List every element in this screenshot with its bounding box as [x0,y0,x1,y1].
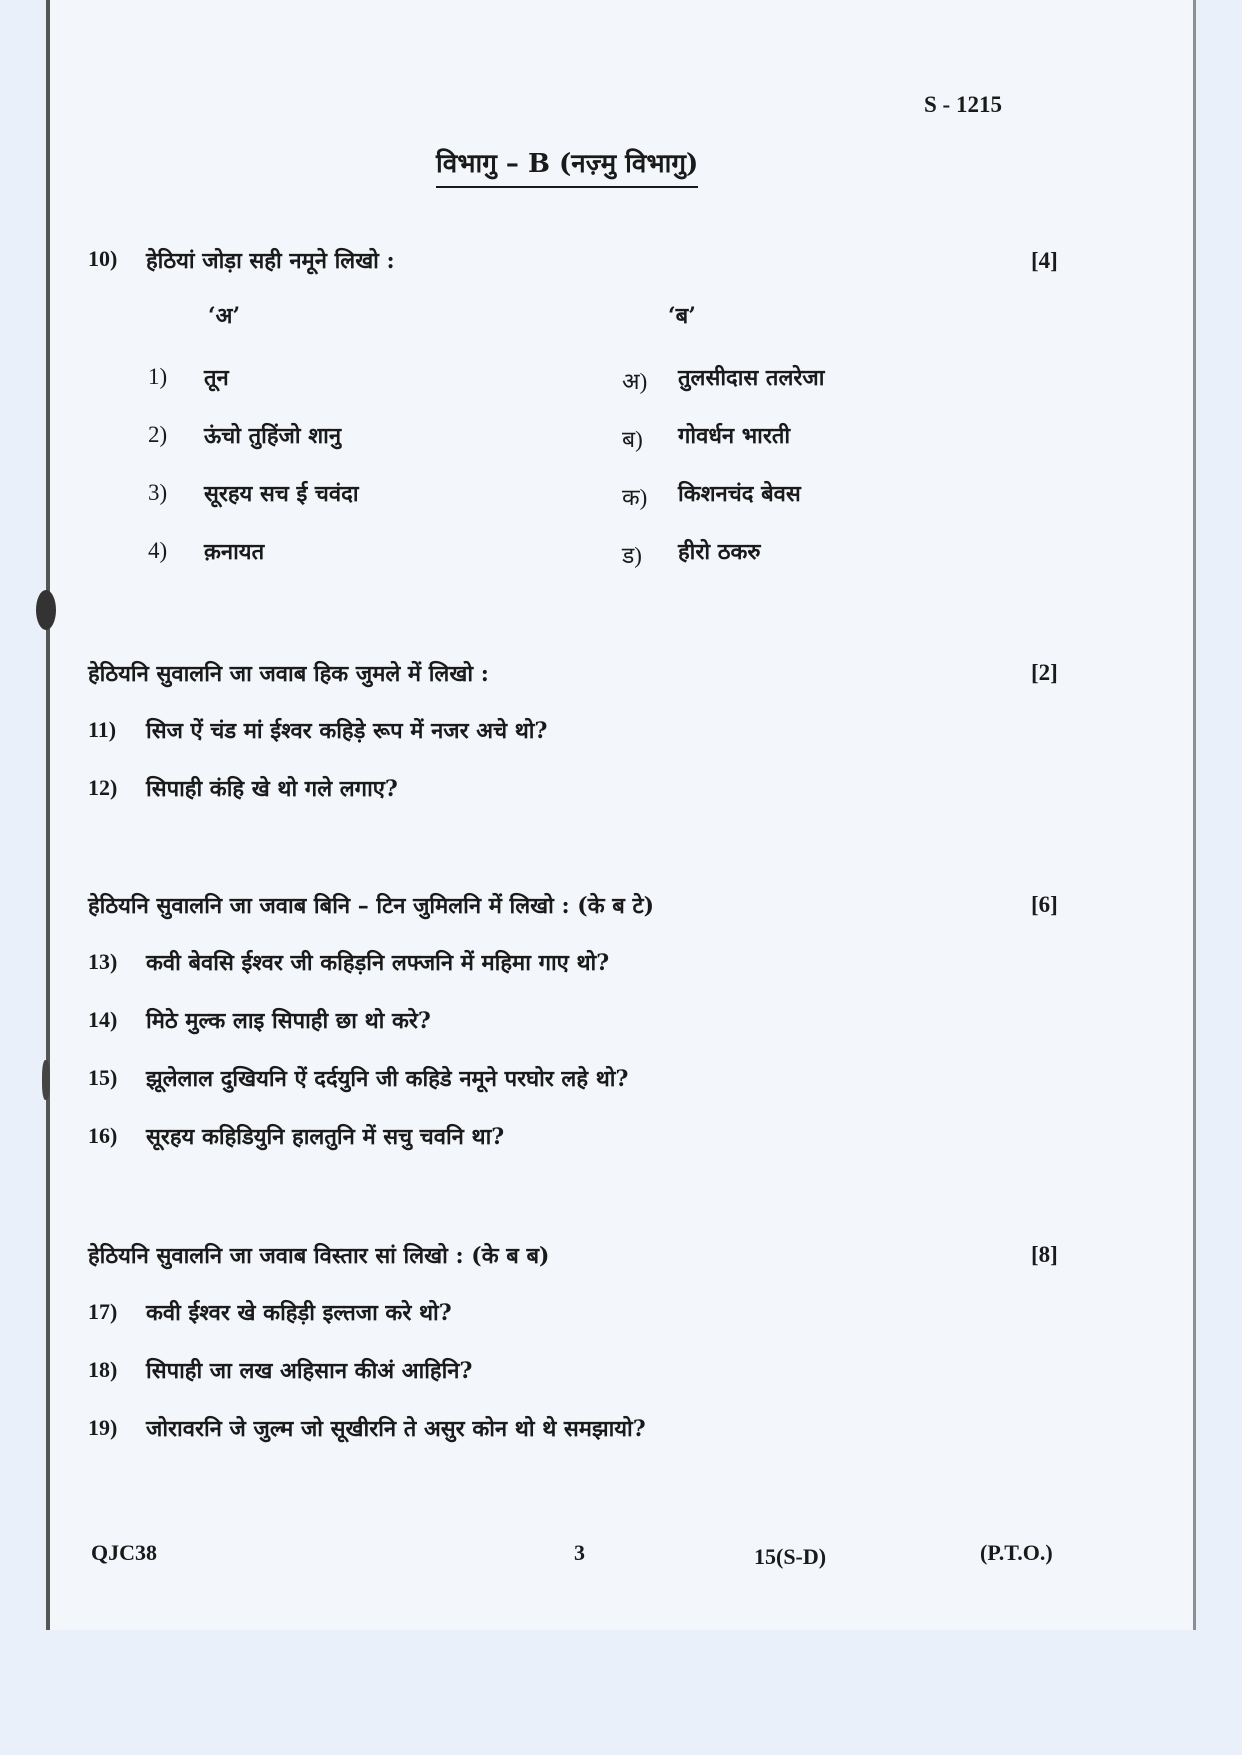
column-a-heading: ‘अ’ [208,303,241,329]
question-number: 19) [88,1415,118,1440]
group1-instruction: हेठियनि सुवालनि जा जवाब हिक जुमले में लिखो : [88,661,489,687]
col-a-item: क़नायत [204,539,265,565]
question-text: जोरावरनि जे जुल्म जो सूखीरनि ते असुर कोन थो थे समझायो? [146,1416,646,1442]
binding-mark [42,1060,50,1100]
col-a-item-num: 2) [148,422,168,447]
question-number: 14) [88,1007,118,1032]
col-b-item-num: अ) [622,369,648,394]
pto-label: (P.T.O.) [980,1540,1053,1565]
question-text: सिपाही कंहि खे थो गले लगाए? [146,776,398,802]
group3-marks: [8] [1031,1242,1058,1267]
question-number: 15) [88,1065,118,1090]
col-b-item: गोवर्धन भारती [678,423,791,449]
binding-hole [36,590,56,630]
exam-page [46,0,1196,1630]
page-number: 3 [574,1540,585,1565]
paper-code: S - 1215 [924,92,1002,117]
q10-number: 10) [88,246,118,271]
q10-marks: [4] [1031,248,1058,273]
group1-marks: [2] [1031,660,1058,685]
column-b-heading: ‘ब’ [668,303,696,329]
question-text: सूरहय कहिडियुनि हालतुनि में सचु चवनि था? [146,1124,505,1150]
col-b-item: तुलसीदास तलरेजा [678,365,825,391]
col-a-item: ऊंचो तुहिंजो शानु [204,423,342,449]
col-a-item-num: 3) [148,480,168,505]
question-text: कवी बेवसि ईश्वर जी कहिड़नि लफ्जनि में महिमा गाए थो? [146,950,610,976]
col-b-item-num: क) [622,485,648,510]
group3-instruction: हेठियनि सुवालनि जा जवाब विस्तार सां लिखो : (के ब ब) [88,1243,550,1269]
question-text: झूलेलाल दुखियनि ऐं दर्दयुनि जी कहिडे नमूने परघोर लहे थो? [146,1066,629,1092]
question-number: 17) [88,1299,118,1324]
col-a-item-num: 1) [148,364,168,389]
group2-marks: [6] [1031,892,1058,917]
question-number: 12) [88,775,118,800]
q10-text: हेठियां जोड़ा सही नमूने लिखो : [146,248,395,274]
col-a-item: सूरहय सच ई चवंदा [204,481,359,507]
group2-instruction: हेठियनि सुवालनि जा जवाब बिनि – टिन जुमिलनि में लिखो : (के ब टे) [88,893,654,919]
footer-code-left: QJC38 [91,1540,157,1565]
col-b-item: किशनचंद बेवस [678,481,801,507]
col-b-item-num: ब) [622,427,643,452]
col-a-item-num: 4) [148,538,168,563]
question-number: 16) [88,1123,118,1148]
footer-paper-code: 15(S-D) [754,1544,827,1569]
col-b-item-num: ड) [622,543,642,568]
question-number: 11) [88,717,117,742]
question-text: कवी ईश्वर खे कहिड़ी इल्तजा करे थो? [146,1300,452,1326]
section-title: विभागु – B (नज़्मु विभागु) [436,144,698,188]
col-a-item: तून [204,365,229,391]
question-text: मिठे मुल्क लाइ सिपाही छा थो करे? [146,1008,431,1034]
question-text: सिज ऐं चंड मां ईश्वर कहिड़े रूप में नजर अचे थो? [146,718,548,744]
col-b-item: हीरो ठकरु [678,539,761,565]
question-text: सिपाही जा लख अहिसान कीअं आहिनि? [146,1358,473,1384]
question-number: 13) [88,949,118,974]
question-number: 18) [88,1357,118,1382]
